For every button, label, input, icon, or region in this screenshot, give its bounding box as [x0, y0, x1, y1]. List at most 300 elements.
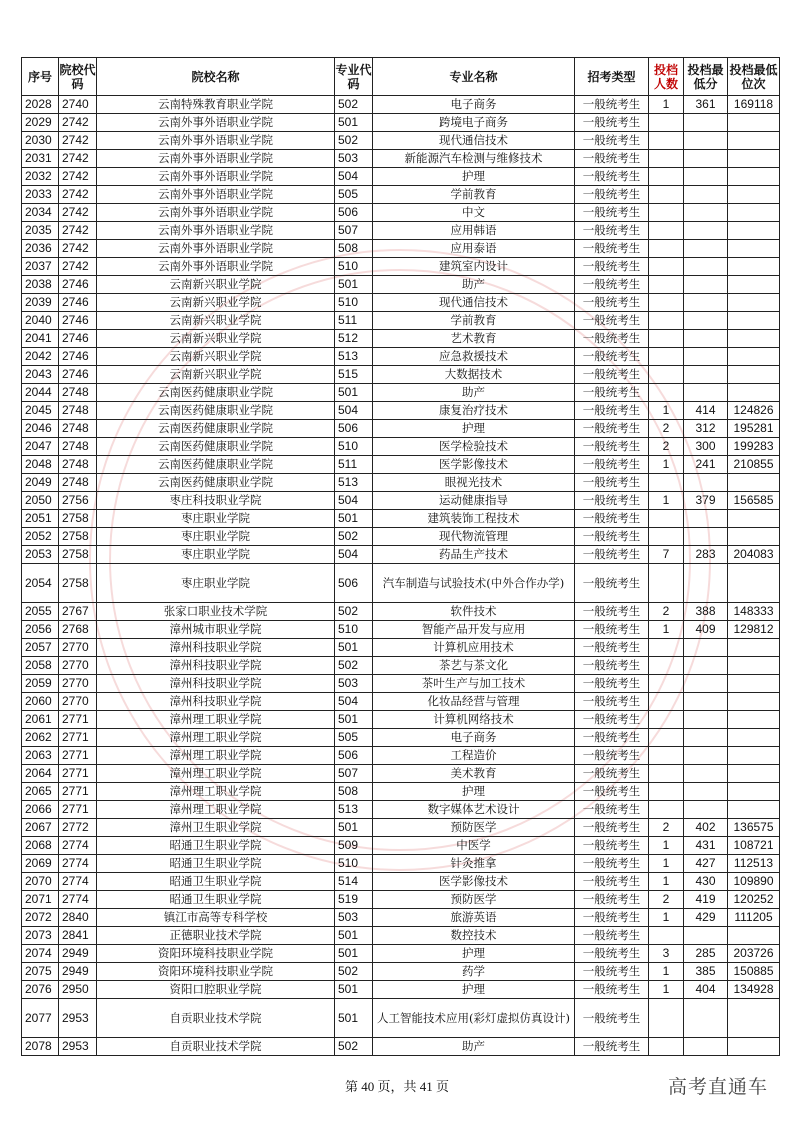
cell-min-score: [684, 168, 728, 186]
cell-exam-type: 一般统考生: [575, 546, 649, 564]
cell-seq: 2034: [22, 204, 59, 222]
cell-min-rank: [728, 675, 780, 693]
cell-major-name: 现代通信技术: [373, 132, 575, 150]
cell-major-name: 电子商务: [373, 729, 575, 747]
cell-school-code: 2748: [59, 438, 97, 456]
cell-seq: 2070: [22, 873, 59, 891]
cell-count: 1: [649, 96, 684, 114]
cell-major-code: 501: [335, 510, 373, 528]
cell-min-score: [684, 801, 728, 819]
cell-school-name: 云南新兴职业学院: [97, 294, 335, 312]
cell-exam-type: 一般统考生: [575, 420, 649, 438]
cell-count: [649, 186, 684, 204]
cell-school-code: 2742: [59, 114, 97, 132]
cell-count: 1: [649, 981, 684, 999]
cell-exam-type: 一般统考生: [575, 168, 649, 186]
cell-min-rank: 169118: [728, 96, 780, 114]
cell-major-code: 508: [335, 240, 373, 258]
cell-min-rank: [728, 150, 780, 168]
cell-major-name: 应急救援技术: [373, 348, 575, 366]
cell-school-name: 资阳环境科技职业学院: [97, 945, 335, 963]
cell-major-name: 助产: [373, 276, 575, 294]
table-row: [22, 96, 780, 114]
cell-exam-type: 一般统考生: [575, 783, 649, 801]
cell-min-score: 402: [684, 819, 728, 837]
cell-school-code: 2758: [59, 528, 97, 546]
cell-major-code: 503: [335, 675, 373, 693]
cell-min-rank: [728, 729, 780, 747]
cell-school-name: 漳州理工职业学院: [97, 765, 335, 783]
cell-major-code: 501: [335, 639, 373, 657]
cell-count: 1: [649, 402, 684, 420]
cell-school-name: 云南新兴职业学院: [97, 276, 335, 294]
cell-count: [649, 114, 684, 132]
cell-exam-type: 一般统考生: [575, 384, 649, 402]
cell-count: [649, 312, 684, 330]
cell-count: [649, 1038, 684, 1056]
cell-major-name: 医学影像技术: [373, 456, 575, 474]
cell-seq: 2066: [22, 801, 59, 819]
cell-seq: 2047: [22, 438, 59, 456]
cell-school-name: 漳州科技职业学院: [97, 675, 335, 693]
table-row: [22, 801, 780, 819]
cell-school-code: 2756: [59, 492, 97, 510]
cell-major-name: 艺术教育: [373, 330, 575, 348]
cell-exam-type: 一般统考生: [575, 312, 649, 330]
cell-major-code: 510: [335, 855, 373, 873]
cell-min-score: [684, 783, 728, 801]
cell-major-name: 大数据技术: [373, 366, 575, 384]
cell-seq: 2054: [22, 564, 59, 603]
cell-major-name: 现代物流管理: [373, 528, 575, 546]
cell-school-code: 2774: [59, 855, 97, 873]
cell-school-code: 2742: [59, 186, 97, 204]
table-row: [22, 456, 780, 474]
table-row: [22, 693, 780, 711]
cell-exam-type: 一般统考生: [575, 765, 649, 783]
cell-seq: 2029: [22, 114, 59, 132]
cell-count: [649, 294, 684, 312]
cell-count: [649, 639, 684, 657]
cell-min-rank: [728, 783, 780, 801]
cell-count: [649, 258, 684, 276]
cell-min-rank: 150885: [728, 963, 780, 981]
cell-min-rank: [728, 348, 780, 366]
cell-school-code: 2768: [59, 621, 97, 639]
cell-school-name: 枣庄职业学院: [97, 510, 335, 528]
cell-min-rank: 120252: [728, 891, 780, 909]
cell-major-name: 茶艺与茶文化: [373, 657, 575, 675]
cell-school-code: 2953: [59, 999, 97, 1038]
cell-school-name: 自贡职业技术学院: [97, 999, 335, 1038]
cell-major-name: 预防医学: [373, 819, 575, 837]
cell-exam-type: 一般统考生: [575, 402, 649, 420]
cell-min-score: 285: [684, 945, 728, 963]
cell-min-score: [684, 132, 728, 150]
cell-min-score: [684, 639, 728, 657]
cell-seq: 2035: [22, 222, 59, 240]
cell-school-name: 云南新兴职业学院: [97, 348, 335, 366]
cell-exam-type: 一般统考生: [575, 150, 649, 168]
cell-count: 3: [649, 945, 684, 963]
cell-min-rank: 195281: [728, 420, 780, 438]
cell-major-name: 中医学: [373, 837, 575, 855]
cell-school-code: 2771: [59, 783, 97, 801]
table-row: [22, 276, 780, 294]
cell-major-code: 510: [335, 621, 373, 639]
table-row: [22, 783, 780, 801]
cell-school-code: 2742: [59, 150, 97, 168]
table-row: [22, 258, 780, 276]
cell-min-score: [684, 765, 728, 783]
cell-exam-type: 一般统考生: [575, 330, 649, 348]
table-row: [22, 747, 780, 765]
cell-exam-type: 一般统考生: [575, 873, 649, 891]
cell-school-name: 资阳环境科技职业学院: [97, 963, 335, 981]
cell-count: [649, 150, 684, 168]
cell-major-code: 501: [335, 114, 373, 132]
cell-exam-type: 一般统考生: [575, 114, 649, 132]
cell-min-rank: 124826: [728, 402, 780, 420]
cell-min-rank: [728, 711, 780, 729]
cell-school-code: 2950: [59, 981, 97, 999]
cell-major-name: 现代通信技术: [373, 294, 575, 312]
cell-count: [649, 528, 684, 546]
cell-major-name: 预防医学: [373, 891, 575, 909]
cell-major-name: 汽车制造与试验技术(中外合作办学): [373, 564, 575, 603]
header-school-name: 院校名称: [97, 58, 335, 96]
table-row: [22, 510, 780, 528]
cell-count: [649, 204, 684, 222]
cell-min-rank: 111205: [728, 909, 780, 927]
cell-exam-type: 一般统考生: [575, 855, 649, 873]
cell-count: [649, 276, 684, 294]
cell-seq: 2046: [22, 420, 59, 438]
cell-seq: 2043: [22, 366, 59, 384]
cell-count: [649, 330, 684, 348]
table-row: [22, 765, 780, 783]
cell-seq: 2052: [22, 528, 59, 546]
admission-table: [21, 57, 780, 1056]
table-row: [22, 312, 780, 330]
cell-major-code: 506: [335, 420, 373, 438]
table-row: [22, 981, 780, 999]
cell-min-rank: 129812: [728, 621, 780, 639]
cell-major-name: 计算机应用技术: [373, 639, 575, 657]
cell-min-rank: 134928: [728, 981, 780, 999]
cell-exam-type: 一般统考生: [575, 999, 649, 1038]
cell-major-code: 502: [335, 132, 373, 150]
cell-major-code: 506: [335, 564, 373, 603]
table-row: [22, 945, 780, 963]
cell-exam-type: 一般统考生: [575, 474, 649, 492]
cell-exam-type: 一般统考生: [575, 747, 649, 765]
cell-major-name: 医学检验技术: [373, 438, 575, 456]
cell-count: [649, 474, 684, 492]
cell-major-name: 计算机网络技术: [373, 711, 575, 729]
table-header-row: [22, 58, 780, 96]
cell-school-code: 2771: [59, 711, 97, 729]
table-row: [22, 186, 780, 204]
cell-min-score: [684, 657, 728, 675]
cell-exam-type: 一般统考生: [575, 927, 649, 945]
cell-major-code: 501: [335, 276, 373, 294]
cell-major-code: 502: [335, 963, 373, 981]
header-min-score: 投档最低分: [684, 58, 728, 96]
cell-min-score: [684, 366, 728, 384]
cell-school-name: 云南外事外语职业学院: [97, 204, 335, 222]
cell-min-rank: [728, 657, 780, 675]
table-row: [22, 420, 780, 438]
cell-count: 2: [649, 438, 684, 456]
cell-school-name: 云南特殊教育职业学院: [97, 96, 335, 114]
cell-min-rank: [728, 258, 780, 276]
cell-min-score: [684, 240, 728, 258]
cell-major-code: 504: [335, 492, 373, 510]
cell-seq: 2037: [22, 258, 59, 276]
cell-exam-type: 一般统考生: [575, 564, 649, 603]
cell-exam-type: 一般统考生: [575, 711, 649, 729]
cell-exam-type: 一般统考生: [575, 240, 649, 258]
cell-min-rank: [728, 801, 780, 819]
cell-seq: 2057: [22, 639, 59, 657]
cell-major-name: 眼视光技术: [373, 474, 575, 492]
cell-seq: 2050: [22, 492, 59, 510]
table-row: [22, 564, 780, 603]
cell-school-name: 云南外事外语职业学院: [97, 150, 335, 168]
cell-seq: 2055: [22, 603, 59, 621]
cell-major-code: 501: [335, 819, 373, 837]
cell-seq: 2051: [22, 510, 59, 528]
header-major-code: 专业代码: [335, 58, 373, 96]
table-row: [22, 222, 780, 240]
cell-school-code: 2771: [59, 747, 97, 765]
table-row: [22, 294, 780, 312]
cell-min-rank: [728, 330, 780, 348]
cell-major-name: 中文: [373, 204, 575, 222]
table-row: [22, 819, 780, 837]
cell-school-name: 张家口职业技术学院: [97, 603, 335, 621]
table-row: [22, 963, 780, 981]
cell-major-name: 化妆品经营与管理: [373, 693, 575, 711]
cell-min-rank: 108721: [728, 837, 780, 855]
cell-major-code: 501: [335, 927, 373, 945]
cell-school-code: 2742: [59, 222, 97, 240]
cell-min-score: [684, 348, 728, 366]
cell-school-name: 云南新兴职业学院: [97, 366, 335, 384]
header-count: 投档人数: [649, 58, 684, 96]
cell-school-name: 漳州城市职业学院: [97, 621, 335, 639]
cell-count: 2: [649, 420, 684, 438]
cell-min-rank: [728, 312, 780, 330]
cell-count: [649, 657, 684, 675]
cell-school-name: 漳州理工职业学院: [97, 783, 335, 801]
cell-school-name: 枣庄职业学院: [97, 528, 335, 546]
cell-school-code: 2772: [59, 819, 97, 837]
cell-major-code: 504: [335, 693, 373, 711]
cell-major-name: 数控技术: [373, 927, 575, 945]
cell-seq: 2033: [22, 186, 59, 204]
table-row: [22, 873, 780, 891]
cell-min-score: [684, 528, 728, 546]
cell-seq: 2045: [22, 402, 59, 420]
cell-count: [649, 348, 684, 366]
cell-major-name: 应用泰语: [373, 240, 575, 258]
cell-min-score: 361: [684, 96, 728, 114]
cell-school-code: 2770: [59, 639, 97, 657]
cell-major-name: 茶叶生产与加工技术: [373, 675, 575, 693]
cell-major-name: 建筑室内设计: [373, 258, 575, 276]
cell-school-name: 漳州理工职业学院: [97, 711, 335, 729]
cell-count: 7: [649, 546, 684, 564]
cell-major-name: 护理: [373, 945, 575, 963]
cell-seq: 2053: [22, 546, 59, 564]
cell-major-code: 504: [335, 546, 373, 564]
cell-seq: 2077: [22, 999, 59, 1038]
table-row: [22, 729, 780, 747]
cell-seq: 2058: [22, 657, 59, 675]
cell-seq: 2064: [22, 765, 59, 783]
cell-seq: 2032: [22, 168, 59, 186]
cell-min-score: [684, 384, 728, 402]
cell-major-name: 药学: [373, 963, 575, 981]
cell-school-name: 昭通卫生职业学院: [97, 855, 335, 873]
cell-school-code: 2770: [59, 657, 97, 675]
cell-major-code: 511: [335, 456, 373, 474]
cell-school-code: 2748: [59, 420, 97, 438]
cell-major-name: 软件技术: [373, 603, 575, 621]
cell-major-code: 502: [335, 657, 373, 675]
cell-major-name: 医学影像技术: [373, 873, 575, 891]
cell-seq: 2040: [22, 312, 59, 330]
cell-major-code: 501: [335, 945, 373, 963]
cell-school-name: 漳州科技职业学院: [97, 657, 335, 675]
cell-min-score: [684, 1038, 728, 1056]
cell-seq: 2067: [22, 819, 59, 837]
cell-count: [649, 729, 684, 747]
cell-exam-type: 一般统考生: [575, 945, 649, 963]
cell-seq: 2074: [22, 945, 59, 963]
cell-min-rank: 156585: [728, 492, 780, 510]
table-row: [22, 1038, 780, 1056]
cell-min-rank: 109890: [728, 873, 780, 891]
cell-min-rank: [728, 999, 780, 1038]
cell-school-name: 云南医药健康职业学院: [97, 474, 335, 492]
cell-exam-type: 一般统考生: [575, 438, 649, 456]
cell-exam-type: 一般统考生: [575, 492, 649, 510]
cell-school-code: 2740: [59, 96, 97, 114]
cell-school-code: 2746: [59, 276, 97, 294]
page-number: 第 40 页，共 41 页: [344, 1079, 449, 1094]
cell-seq: 2072: [22, 909, 59, 927]
cell-school-name: 云南外事外语职业学院: [97, 114, 335, 132]
cell-min-score: 300: [684, 438, 728, 456]
cell-school-code: 2758: [59, 546, 97, 564]
cell-major-code: 502: [335, 1038, 373, 1056]
cell-school-name: 云南外事外语职业学院: [97, 132, 335, 150]
cell-school-code: 2748: [59, 456, 97, 474]
cell-min-rank: [728, 114, 780, 132]
table-row: [22, 639, 780, 657]
cell-school-name: 漳州卫生职业学院: [97, 819, 335, 837]
cell-seq: 2063: [22, 747, 59, 765]
cell-min-rank: [728, 276, 780, 294]
cell-count: [649, 711, 684, 729]
cell-exam-type: 一般统考生: [575, 510, 649, 528]
cell-school-name: 云南外事外语职业学院: [97, 240, 335, 258]
cell-school-name: 枣庄职业学院: [97, 564, 335, 603]
cell-major-code: 502: [335, 603, 373, 621]
cell-min-score: [684, 747, 728, 765]
cell-major-name: 助产: [373, 1038, 575, 1056]
cell-school-name: 漳州理工职业学院: [97, 729, 335, 747]
cell-school-code: 2742: [59, 132, 97, 150]
table-row: [22, 675, 780, 693]
brand-logo-text: 高考直通车: [667, 1076, 768, 1098]
cell-major-code: 505: [335, 729, 373, 747]
cell-count: [649, 693, 684, 711]
cell-school-name: 昭通卫生职业学院: [97, 891, 335, 909]
table-row: [22, 348, 780, 366]
cell-school-name: 云南新兴职业学院: [97, 312, 335, 330]
cell-major-name: 跨境电子商务: [373, 114, 575, 132]
cell-count: [649, 510, 684, 528]
cell-school-name: 自贡职业技术学院: [97, 1038, 335, 1056]
cell-seq: 2060: [22, 693, 59, 711]
cell-school-code: 2953: [59, 1038, 97, 1056]
table-row: [22, 438, 780, 456]
cell-seq: 2065: [22, 783, 59, 801]
table-row: [22, 546, 780, 564]
cell-min-score: [684, 474, 728, 492]
cell-count: [649, 783, 684, 801]
cell-count: [649, 999, 684, 1038]
cell-min-score: 283: [684, 546, 728, 564]
cell-school-code: 2742: [59, 204, 97, 222]
cell-exam-type: 一般统考生: [575, 837, 649, 855]
cell-major-code: 503: [335, 150, 373, 168]
cell-count: 1: [649, 492, 684, 510]
cell-school-name: 云南医药健康职业学院: [97, 456, 335, 474]
cell-min-score: [684, 693, 728, 711]
cell-min-score: [684, 564, 728, 603]
cell-min-score: 427: [684, 855, 728, 873]
cell-school-code: 2746: [59, 348, 97, 366]
table-row: [22, 837, 780, 855]
header-exam-type: 招考类型: [575, 58, 649, 96]
cell-count: 1: [649, 855, 684, 873]
cell-seq: 2068: [22, 837, 59, 855]
cell-exam-type: 一般统考生: [575, 819, 649, 837]
cell-major-code: 504: [335, 168, 373, 186]
cell-school-code: 2770: [59, 693, 97, 711]
cell-min-score: 379: [684, 492, 728, 510]
cell-major-code: 501: [335, 981, 373, 999]
cell-school-code: 2742: [59, 168, 97, 186]
cell-major-code: 501: [335, 384, 373, 402]
cell-min-rank: [728, 693, 780, 711]
cell-major-name: 护理: [373, 420, 575, 438]
header-school-code: 院校代码: [59, 58, 97, 96]
cell-major-name: 护理: [373, 168, 575, 186]
cell-min-score: 312: [684, 420, 728, 438]
cell-exam-type: 一般统考生: [575, 621, 649, 639]
cell-exam-type: 一般统考生: [575, 657, 649, 675]
cell-major-code: 510: [335, 294, 373, 312]
cell-min-rank: [728, 384, 780, 402]
cell-seq: 2042: [22, 348, 59, 366]
cell-major-name: 学前教育: [373, 186, 575, 204]
